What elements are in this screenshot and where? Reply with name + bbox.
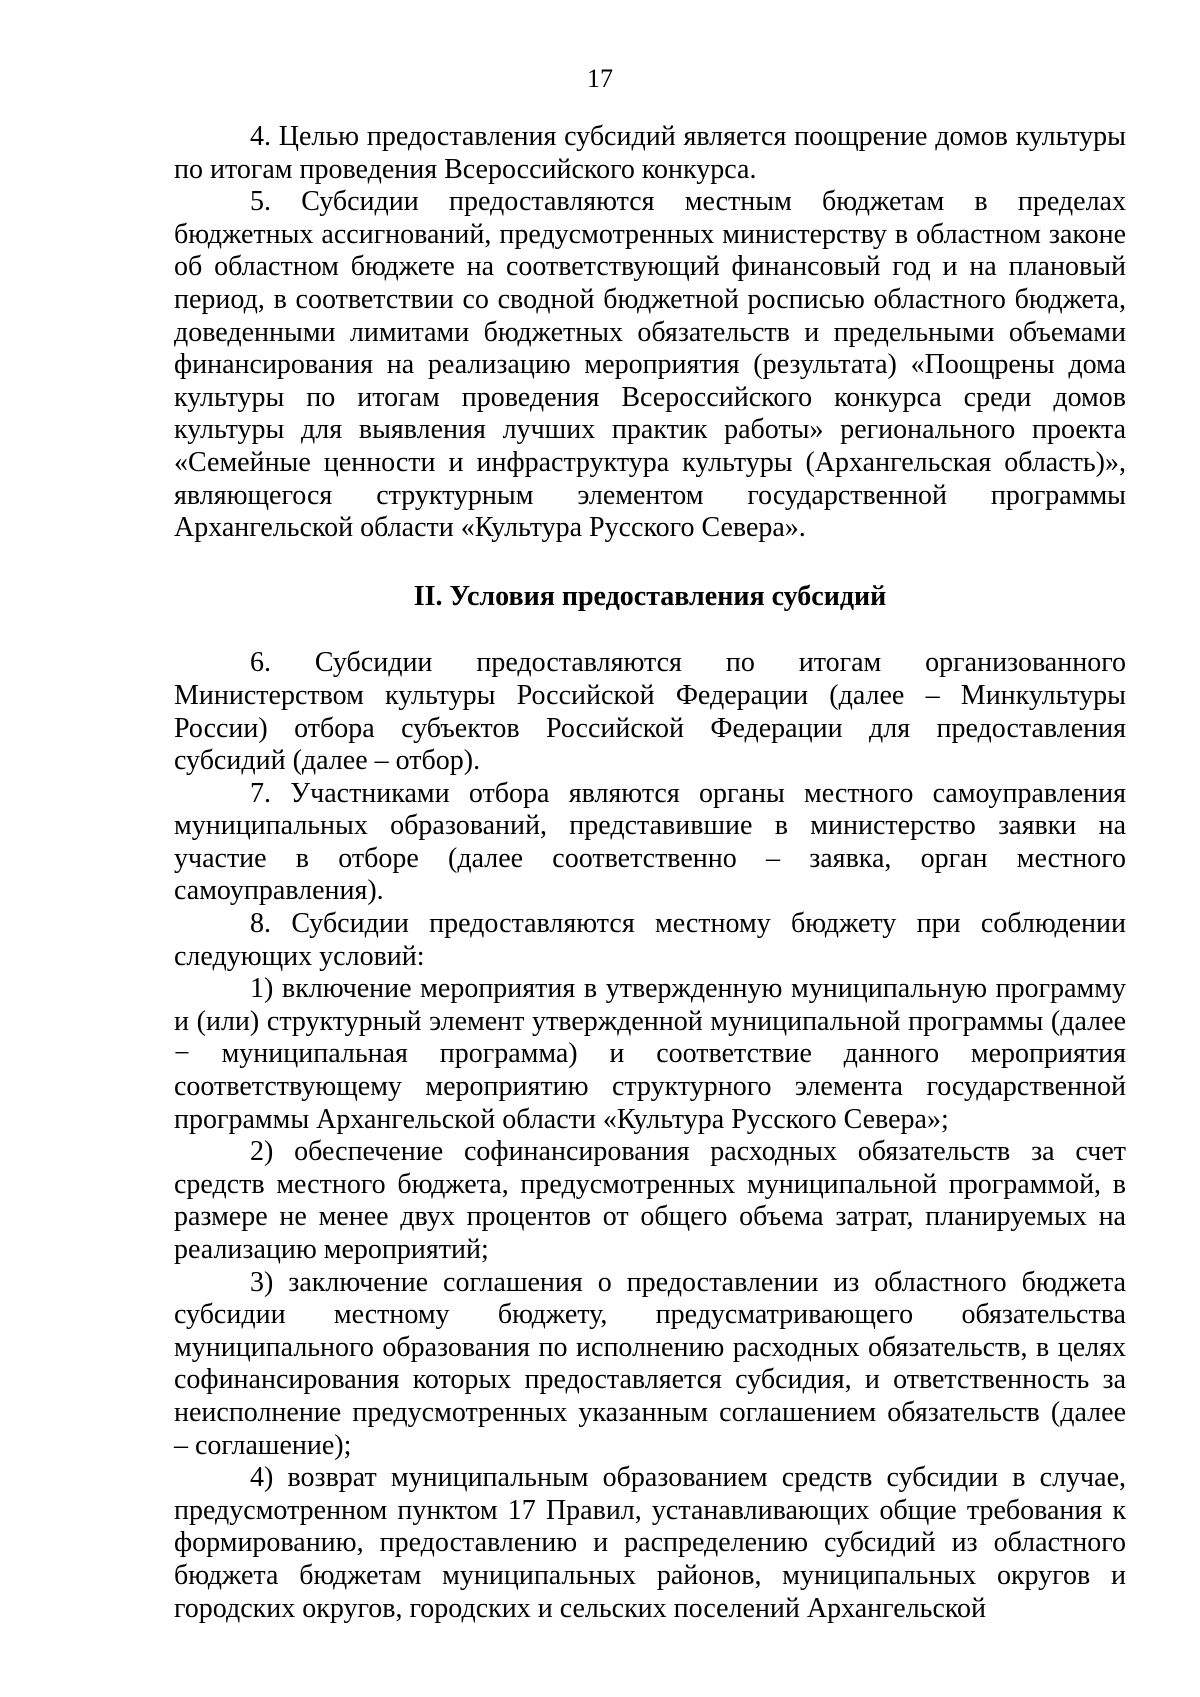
paragraph-8-item-2: 2) обеспечение софинансирования расходных обязательств за счет средств местного бюджета, предусмотренных муниципальной программой, в размере не менее двух процентов от общего объема затрат, планируемых на реализацию мероприятий;: [174, 1136, 1126, 1265]
paragraph-8: 8. Субсидии предоставляются местному бюджету при соблюдении следующих условий:: [174, 908, 1126, 972]
document-body: [174, 121, 1126, 1625]
page-number: 17: [587, 64, 613, 93]
paragraph-8-item-4: 4) возврат муниципальным образованием средств субсидии в случае, предусмотренном пунктом 17 Правил, устанавливающих общие требования к формированию, предоставлению и распределению субсидий из областного бюджета бюджетам муниципальных районов, муниципальных округов и городских округов, городских и сельских поселений Архангельской: [174, 1462, 1126, 1624]
paragraph-4: 4. Целью предоставления субсидий является поощрение домов культуры по итогам проведения Всероссийского конкурса.: [174, 121, 1126, 185]
paragraph-6: 6. Субсидии предоставляются по итогам организованного Министерством культуры Российской Федерации (далее – Минкультуры России) отбора субъектов Российской Федерации для предоставления субсидий (далее – отбор).: [174, 647, 1126, 777]
section-title: II. Условия предоставления субсидий: [413, 580, 887, 612]
paragraph-8-item-3: 3) заключение соглашения о предоставлении из областного бюджета субсидии местному бюджету, предусматривающего обязательства муниципального образования по исполнению расходных обязательств, в целях софинансирования которых предоставляется субсидия, и ответственность за неисполнение предусмотренных указанным соглашением обязательств (далее – соглашение);: [174, 1266, 1126, 1461]
paragraph-7: 7. Участниками отбора являются органы местного самоуправления муниципальных образований, представившие в министерство заявки на участие в отборе (далее соответственно – заявка, орган местного самоуправления).: [174, 777, 1126, 907]
paragraph-5: 5. Субсидии предоставляются местным бюджетам в пределах бюджетных ассигнований, предусмотренных министерству в областном законе об областном бюджете на соответствующий финансовый год и на плановый период, в соответствии со сводной бюджетной росписью областного бюджета, доведенными лимитами бюджетных обязательств и предельными объемами финансирования на реализацию мероприятия (результата) «Поощрены дома культуры по итогам проведения Всероссийского конкурса среди домов культуры для выявления лучших практик работы» регионального проекта «Семейные ценности и инфраструктура культуры (Архангельская область)», являющегося структурным элементом государственной программы Архангельской области «Культура Русского Севера».: [174, 186, 1126, 544]
paragraph-8-item-1: 1) включение мероприятия в утвержденную муниципальную программу и (или) структурный элемент утвержденной муниципальной программы (далее − муниципальная программа) и соответствие данного мероприятия соответствующему мероприятию структурного элемента государственной программы Архангельской области «Культура Русского Севера»;: [174, 973, 1126, 1135]
